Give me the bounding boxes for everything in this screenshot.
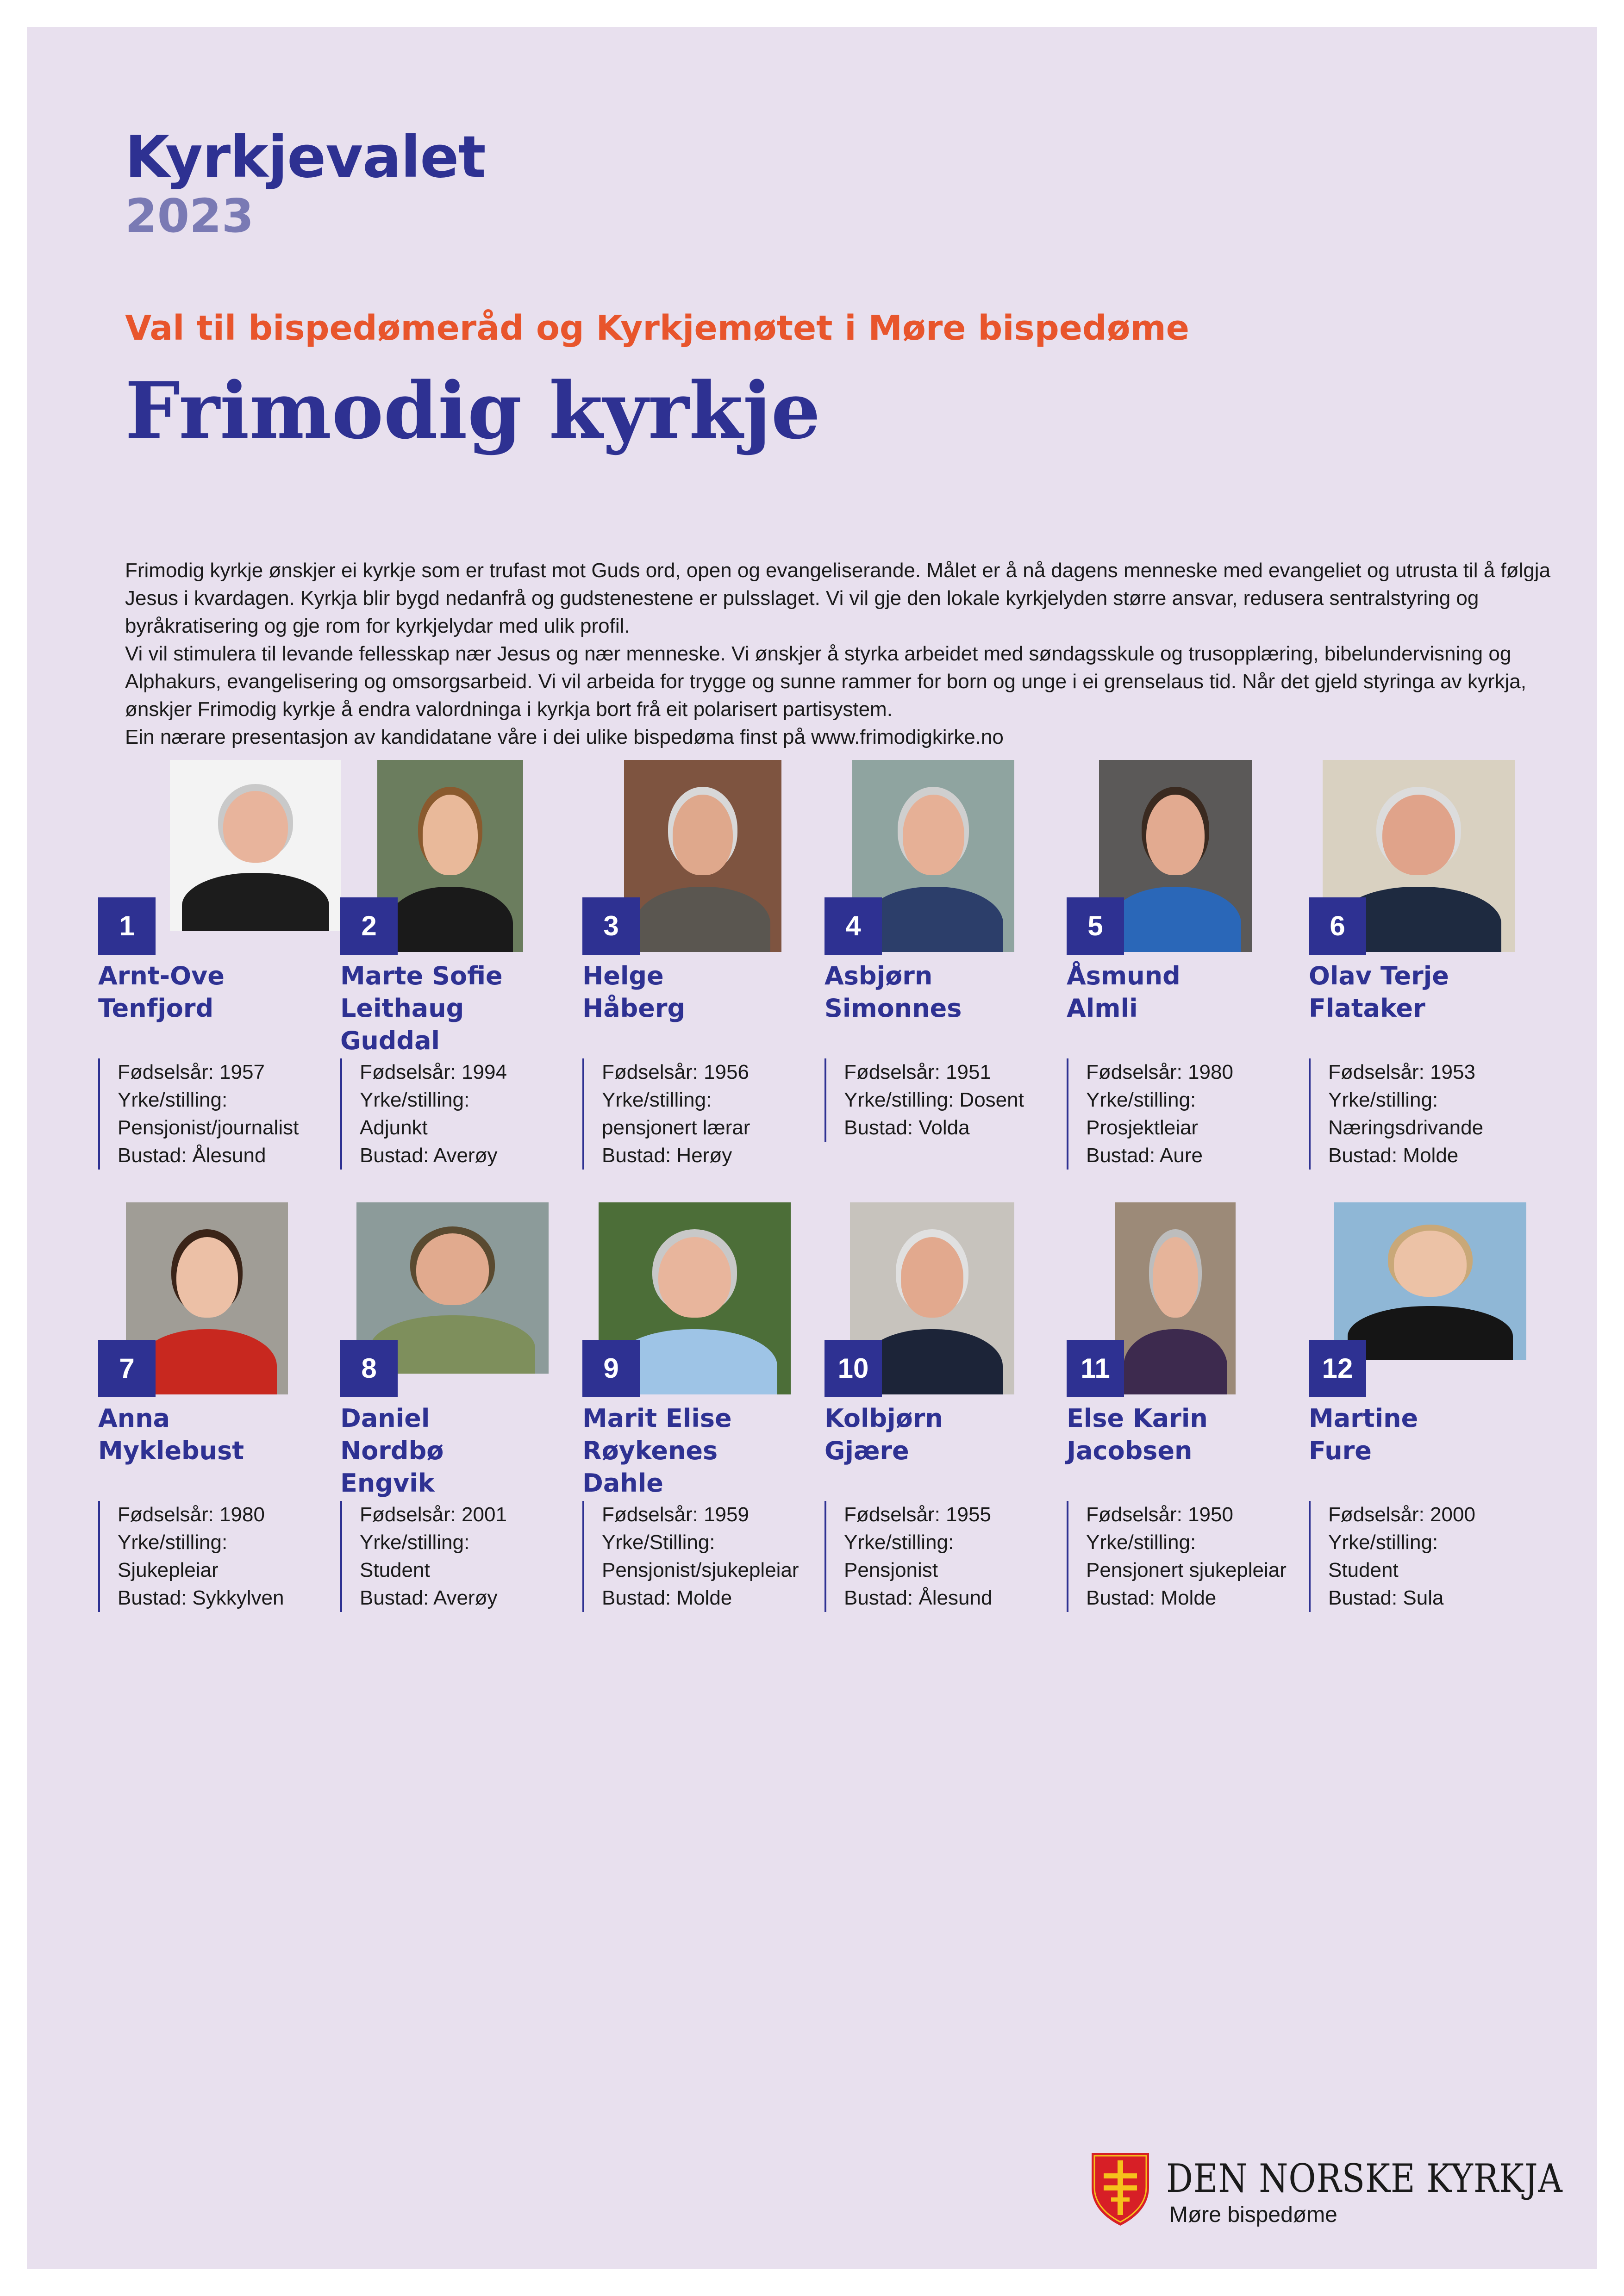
candidate-name (824, 960, 1042, 1025)
brand-year: 2023 (125, 189, 254, 243)
candidate-detail-line: Bustad: Volda (844, 1116, 970, 1139)
candidate-detail-line: Fødselsår: 1980 (1086, 1061, 1233, 1083)
candidate-name-line: Marte Sofie (340, 961, 503, 990)
candidate-name-line: Else Karin (1067, 1404, 1208, 1433)
candidate-detail-line: Bustad: Sykkylven (118, 1587, 284, 1609)
candidate-number: 1 (98, 897, 156, 955)
candidate-detail-line: Fødselsår: 1956 (602, 1061, 749, 1083)
candidate-detail-line: Pensjonist (844, 1559, 938, 1581)
candidate-detail-line: Bustad: Herøy (602, 1144, 732, 1167)
candidate-detail-line: Prosjektleiar (1086, 1116, 1199, 1139)
candidate-detail-line: Yrke/stilling: (360, 1531, 470, 1554)
candidate-detail-line: Fødselsår: 1951 (844, 1061, 991, 1083)
candidate-details (1067, 1501, 1287, 1612)
church-shield-cross-icon (1090, 2151, 1151, 2228)
candidate-name-line: Helge (582, 961, 664, 990)
candidate-detail-line: Student (360, 1559, 430, 1581)
candidate-name-line: Håberg (582, 994, 686, 1023)
candidate-card (824, 1202, 1042, 1610)
candidate-name (98, 960, 316, 1025)
candidate-name (582, 960, 800, 1025)
candidate-name-line: Myklebust (98, 1436, 244, 1465)
candidate-detail-line: Yrke/stilling: (1328, 1531, 1438, 1554)
candidate-detail-line: Sjukepleiar (118, 1559, 219, 1581)
candidate-card (98, 1202, 316, 1610)
candidate-name-line: Leithaug (340, 994, 464, 1023)
candidate-name-line: Jacobsen (1067, 1436, 1193, 1465)
candidate-number: 10 (824, 1340, 882, 1397)
candidate-card (824, 760, 1042, 1167)
candidate-detail-line: Pensjonist/journalist (118, 1116, 299, 1139)
candidate-name-line: Simonnes (824, 994, 962, 1023)
candidate-number: 11 (1067, 1340, 1124, 1397)
candidate-detail-line: Pensjonert sjukepleiar (1086, 1559, 1287, 1581)
candidate-details (98, 1058, 299, 1170)
candidate-name-line: Dahle (582, 1468, 663, 1498)
candidate-photo (377, 760, 523, 952)
candidate-detail-line: Bustad: Molde (1086, 1587, 1217, 1609)
candidate-number: 4 (824, 897, 882, 955)
candidate-name (1309, 1402, 1526, 1467)
candidate-detail-line: Fødselsår: 1957 (118, 1061, 265, 1083)
candidate-name (1309, 960, 1526, 1025)
candidate-card (1067, 1202, 1287, 1610)
candidate-details (582, 1501, 799, 1612)
candidate-name-line: Martine (1309, 1404, 1418, 1433)
candidate-detail-line: Bustad: Averøy (360, 1144, 498, 1167)
candidate-details (824, 1501, 992, 1612)
candidate-card (340, 1202, 558, 1610)
candidate-detail-line: Bustad: Molde (1328, 1144, 1459, 1167)
candidate-name-line: Kolbjørn (824, 1404, 943, 1433)
candidate-detail-line: Fødselsår: 1955 (844, 1503, 991, 1526)
candidate-name-line: Asbjørn (824, 961, 933, 990)
candidate-name (582, 1402, 800, 1500)
candidate-photo (170, 760, 341, 931)
candidate-details (1309, 1058, 1483, 1170)
candidate-name-line: Marit Elise (582, 1404, 732, 1433)
candidate-details (824, 1058, 1024, 1142)
candidate-name-line: Flataker (1309, 994, 1425, 1023)
candidate-name-line: Arnt-Ove (98, 961, 225, 990)
candidate-detail-line: Bustad: Aure (1086, 1144, 1203, 1167)
candidate-detail-line: Yrke/stilling: (360, 1089, 470, 1111)
intro-text (125, 557, 1597, 751)
candidate-photo (624, 760, 781, 952)
candidate-detail-line: Adjunkt (360, 1116, 428, 1139)
candidate-name-line: Nordbø (340, 1436, 444, 1465)
election-subtitle: Val til bispedømeråd og Kyrkjemøtet i Møre bispedøme (125, 308, 1189, 348)
candidate-detail-line: Fødselsår: 1994 (360, 1061, 507, 1083)
candidate-detail-line: Yrke/Stilling: (602, 1531, 715, 1554)
candidate-details (340, 1058, 507, 1170)
candidate-detail-line: Fødselsår: 2000 (1328, 1503, 1475, 1526)
candidate-details (1067, 1058, 1233, 1170)
candidate-name-line: Fure (1309, 1436, 1372, 1465)
candidate-detail-line: pensjonert lærar (602, 1116, 750, 1139)
candidate-name (824, 1402, 1042, 1467)
candidate-name (340, 1402, 558, 1500)
candidate-detail-line: Yrke/stilling: (1086, 1531, 1196, 1554)
candidate-name (340, 960, 558, 1057)
candidate-name-line: Daniel (340, 1404, 430, 1433)
candidate-detail-line: Bustad: Sula (1328, 1587, 1444, 1609)
candidate-detail-line: Yrke/stilling: (1328, 1089, 1438, 1111)
candidate-number: 8 (340, 1340, 398, 1397)
poster (27, 27, 1597, 2269)
intro-paragraph: Ein nærare presentasjon av kandidatane våre i dei ulike bispedøma finst på www.frimodigkirke.no (125, 726, 1004, 748)
intro-paragraph: Vi vil stimulera til levande fellesskap nær Jesus og nær menneske. Vi ønskjer å styrka arbeidet med søndagsskule og trusopplæring, bibelundervisning og Alphakurs, evangelisering og omsorgsarbeid. Vi vil arbeida for trygge og sunne rammer for born og unge i ei grenselaus tid. Når det gjeld styringa av kyrkja, ønskjer Frimodig kyrkje å endra valordninga i kyrkja bort frå eit polarisert partisystem. (125, 642, 1526, 721)
candidate-name-line: Guddal (340, 1026, 440, 1055)
candidate-detail-line: Yrke/stilling: (118, 1089, 228, 1111)
list-title: Frimodig kyrkje (125, 365, 821, 456)
candidate-number: 12 (1309, 1340, 1366, 1397)
church-logo (1090, 2147, 1599, 2239)
candidate-name (1067, 1402, 1284, 1467)
candidate-details (98, 1501, 284, 1612)
brand-title: Kyrkjevalet (125, 124, 486, 191)
candidate-number: 7 (98, 1340, 156, 1397)
candidate-name (1067, 960, 1284, 1025)
candidate-detail-line: Fødselsår: 2001 (360, 1503, 507, 1526)
diocese-name: Møre bispedøme (1169, 2203, 1337, 2227)
candidate-detail-line: Bustad: Molde (602, 1587, 732, 1609)
candidate-number: 5 (1067, 897, 1124, 955)
candidate-card (340, 760, 558, 1167)
candidate-detail-line: Yrke/stilling: Dosent (844, 1089, 1024, 1111)
candidate-card (1309, 1202, 1526, 1610)
candidate-name-line: Almli (1067, 994, 1138, 1023)
candidate-name-line: Tenfjord (98, 994, 214, 1023)
candidate-detail-line: Yrke/stilling: (602, 1089, 712, 1111)
candidate-card (98, 760, 316, 1167)
candidate-details (340, 1501, 507, 1612)
candidate-name-line: Gjære (824, 1436, 909, 1465)
candidate-details (1309, 1501, 1475, 1612)
candidate-card (1309, 760, 1526, 1167)
candidate-card (582, 760, 800, 1167)
candidate-detail-line: Bustad: Ålesund (118, 1144, 266, 1167)
intro-paragraph: Frimodig kyrkje ønskjer ei kyrkje som er trufast mot Guds ord, open og evangeliserande. Målet er å nå dagens menneske med evangeliet og utrusta til å følgja Jesus i kvardagen. Kyrkja blir bygd nedanfrå og gudstenestene er pulsslaget. Vi vil gje den lokale kyrkjelyden større ansvar, redusera sentralstyring og byråkratisering og gje rom for kyrkjelydar med ulik profil. (125, 559, 1551, 637)
candidate-name-line: Olav Terje (1309, 961, 1449, 990)
candidate-detail-line: Fødselsår: 1953 (1328, 1061, 1475, 1083)
candidate-photo (1115, 1202, 1236, 1394)
candidate-detail-line: Fødselsår: 1980 (118, 1503, 265, 1526)
candidate-photo (1334, 1202, 1526, 1360)
candidate-name-line: Engvik (340, 1468, 435, 1498)
candidate-name-line: Åsmund (1067, 961, 1181, 990)
candidate-name-line: Anna (98, 1404, 170, 1433)
candidate-detail-line: Fødselsår: 1959 (602, 1503, 749, 1526)
candidate-detail-line: Bustad: Ålesund (844, 1587, 993, 1609)
candidate-number: 3 (582, 897, 640, 955)
candidate-detail-line: Næringsdrivande (1328, 1116, 1484, 1139)
candidate-detail-line: Student (1328, 1559, 1399, 1581)
candidate-detail-line: Bustad: Averøy (360, 1587, 498, 1609)
candidate-detail-line: Pensjonist/sjukepleiar (602, 1559, 799, 1581)
candidate-number: 2 (340, 897, 398, 955)
candidate-detail-line: Fødselsår: 1950 (1086, 1503, 1233, 1526)
candidate-name (98, 1402, 316, 1467)
candidate-card (582, 1202, 800, 1610)
candidate-detail-line: Yrke/stilling: (1086, 1089, 1196, 1111)
candidate-name-line: Røykenes (582, 1436, 718, 1465)
candidate-card (1067, 760, 1284, 1167)
candidate-number: 6 (1309, 897, 1366, 955)
candidate-detail-line: Yrke/stilling: (118, 1531, 228, 1554)
candidate-number: 9 (582, 1340, 640, 1397)
organisation-name: DEN NORSKE KYRKJA (1166, 2156, 1563, 2201)
candidate-detail-line: Yrke/stilling: (844, 1531, 954, 1554)
candidate-details (582, 1058, 750, 1170)
